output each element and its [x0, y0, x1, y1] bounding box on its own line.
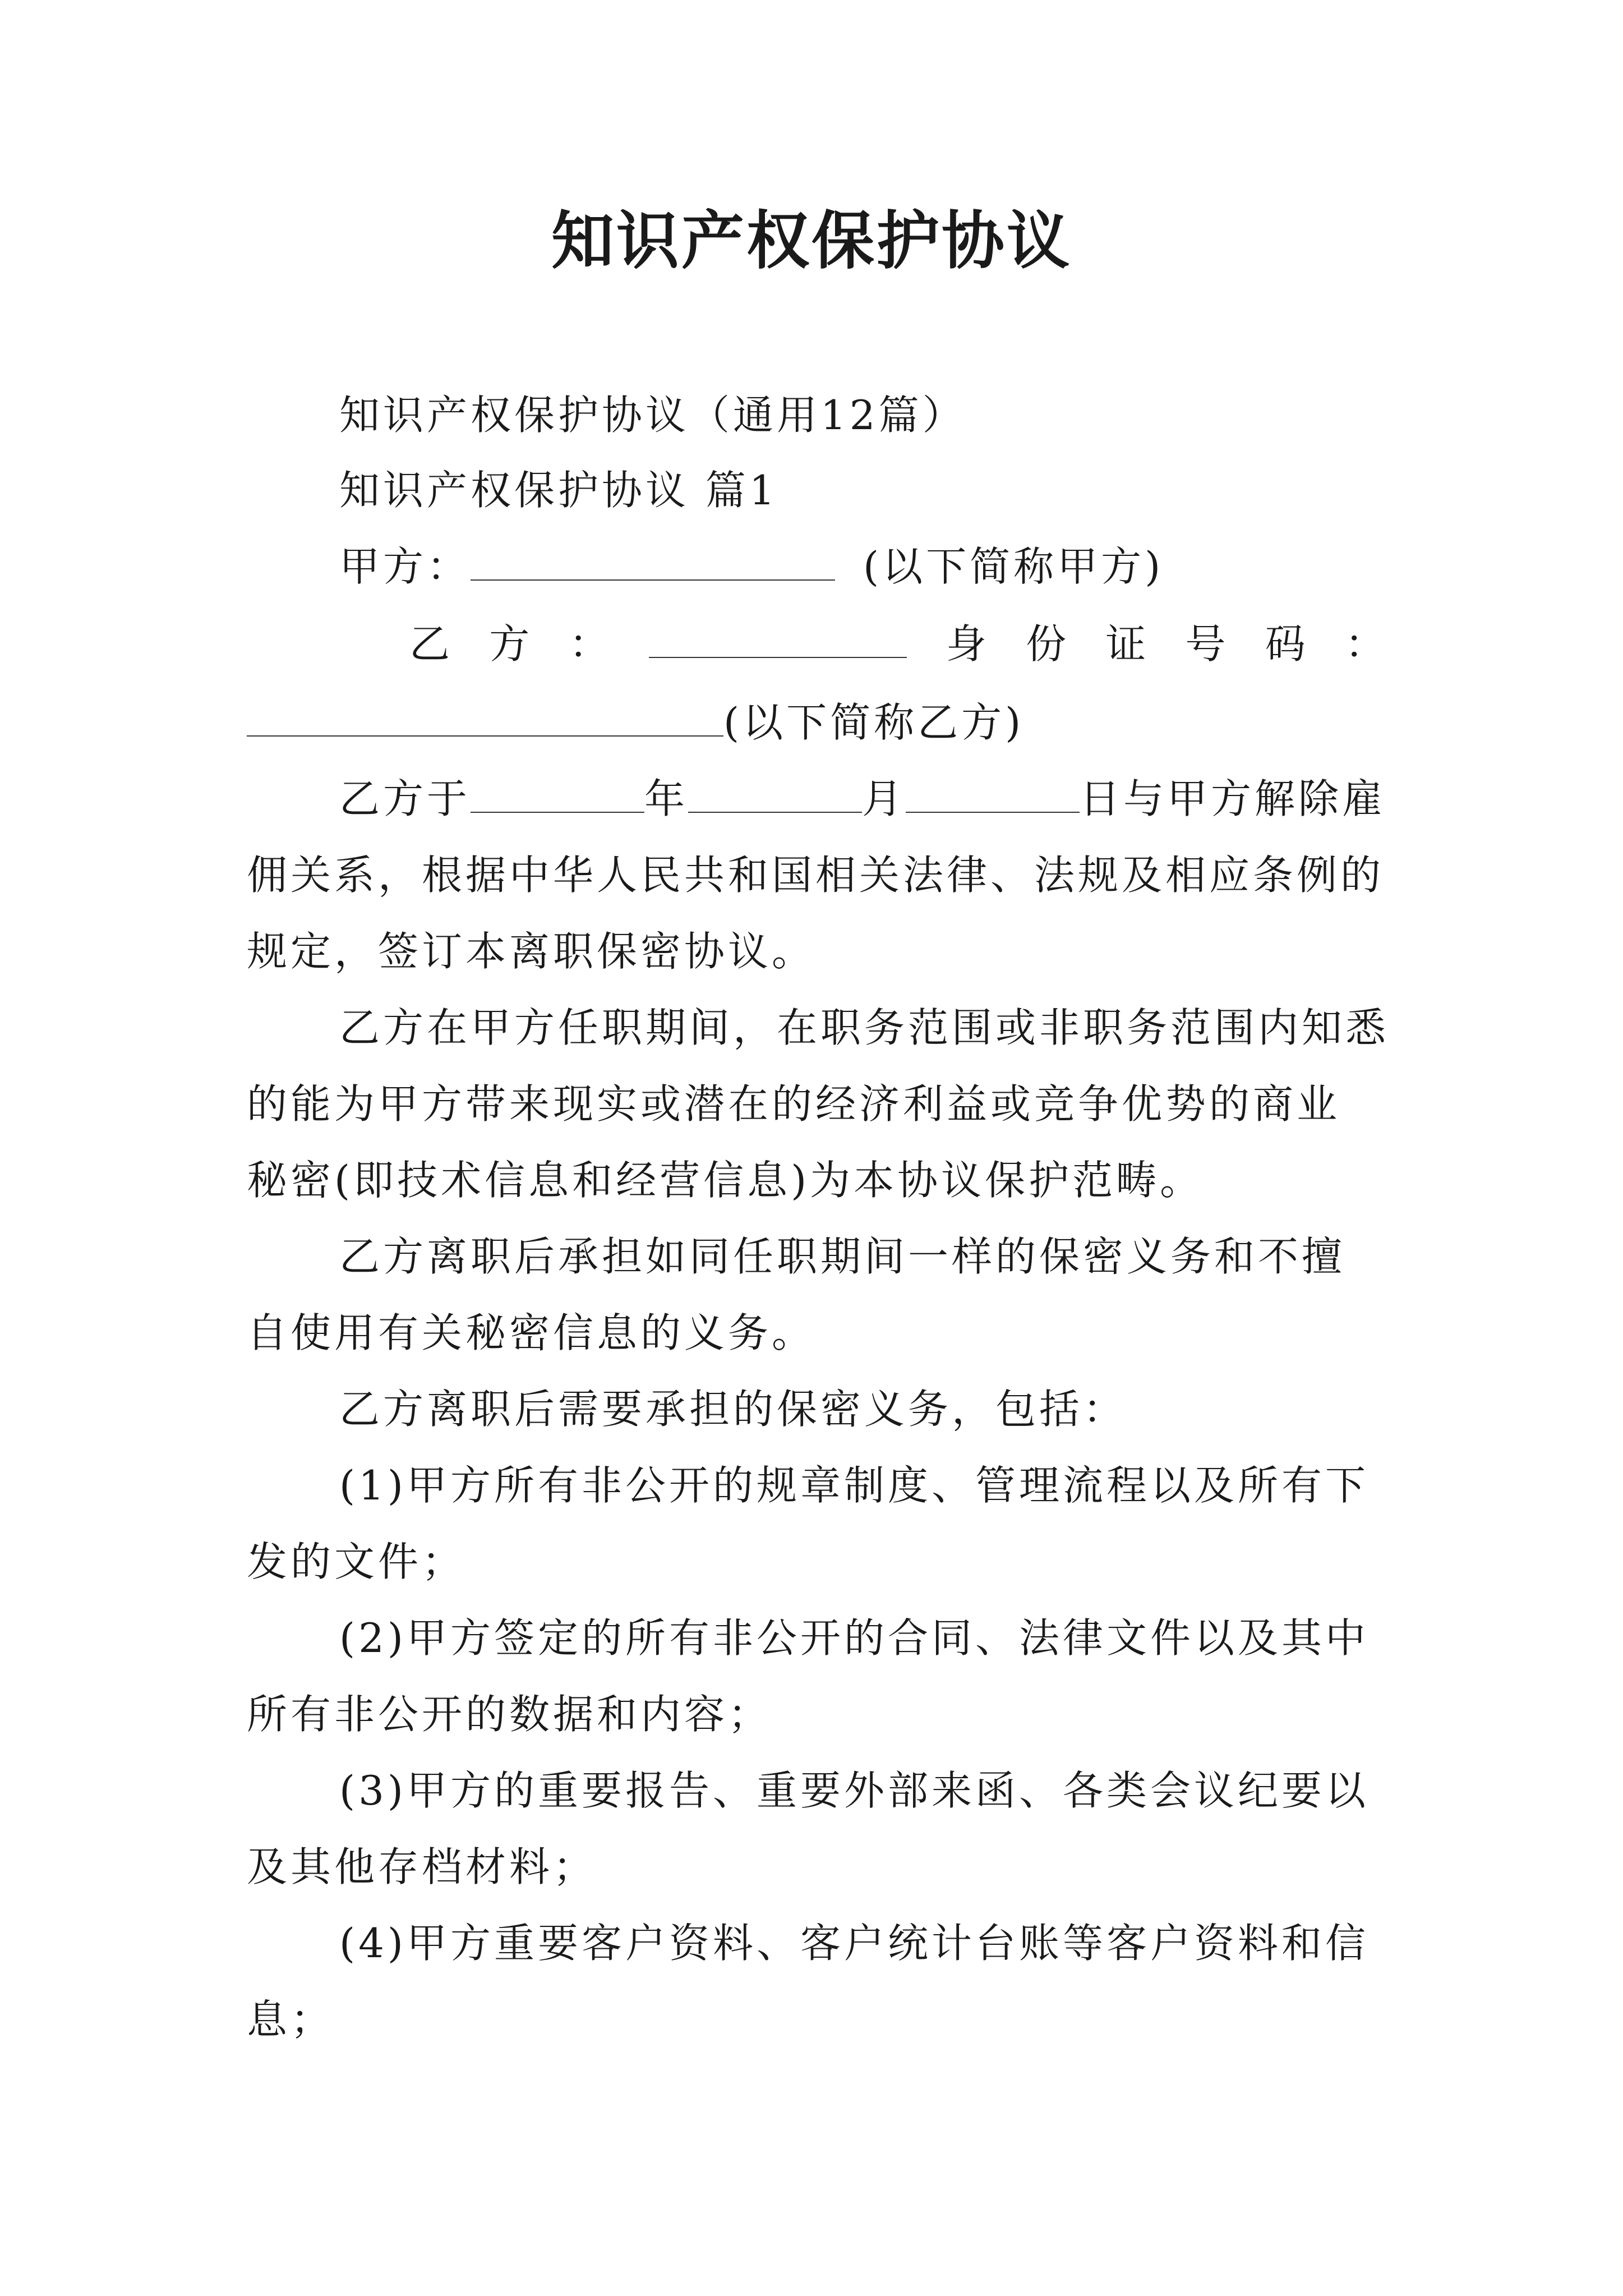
- para1-line3: 规定，签订本离职保密协议。: [247, 928, 816, 975]
- party-b-id-line: [247, 694, 1385, 751]
- doc-subtitle: 知识产权保护协议（通用12篇）: [339, 392, 966, 439]
- item1-line2: 发的文件；: [247, 1538, 466, 1585]
- party-b-label-char: ：: [569, 620, 610, 668]
- month-label: 月: [862, 775, 906, 822]
- para2-line3: 秘密(即技术信息和经营信息)为本协议保护范畴。: [247, 1157, 1204, 1204]
- id-number-blank: [247, 702, 723, 737]
- year-blank: [471, 778, 644, 813]
- page-title: 知识产权保护协议: [551, 204, 1072, 278]
- item4-line2: 息；: [247, 1996, 335, 2043]
- party-b-line: [247, 616, 1385, 672]
- para3-line1: 乙方离职后承担如同任职期间一样的保密义务和不擅: [339, 1233, 1346, 1280]
- item4-line1: (4)甲方重要客户资料、客户统计台账等客户资料和信: [339, 1920, 1369, 1967]
- para1-line2: 佣关系，根据中华人民共和国相关法律、法规及相应条例的: [247, 852, 1385, 899]
- id-label-char: 份: [1026, 620, 1067, 668]
- para1-text: 乙方于: [339, 775, 471, 822]
- para3-line2: 自使用有关秘密信息的义务。: [247, 1309, 816, 1356]
- party-b-note: (以下简称乙方): [723, 699, 1025, 746]
- item1-line1: (1)甲方所有非公开的规章制度、管理流程以及所有下: [339, 1462, 1369, 1509]
- para2-line2: 的能为甲方带来现实或潜在的经济利益或竞争优势的商业: [247, 1080, 1341, 1128]
- para1-text: 日与甲方解除雇: [1080, 775, 1386, 822]
- party-b-name-blank: [649, 623, 907, 658]
- id-label-char: 号: [1185, 620, 1226, 668]
- para4-line1: 乙方离职后需要承担的保密义务，包括：: [339, 1386, 1127, 1433]
- day-blank: [906, 778, 1080, 813]
- item3-line2: 及其他存档材料；: [247, 1843, 597, 1890]
- year-label: 年: [644, 775, 689, 822]
- item2-line1: (2)甲方签定的所有非公开的合同、法律文件以及其中: [339, 1614, 1369, 1662]
- id-label-char: 身: [946, 620, 986, 668]
- month-blank: [688, 778, 862, 813]
- party-b-label-char: 乙: [409, 620, 450, 668]
- id-label-char: 证: [1105, 620, 1146, 668]
- party-b-label-char: 方: [489, 620, 530, 668]
- chapter-heading: 知识产权保护协议 篇1: [339, 467, 778, 514]
- id-label-char: ：: [1344, 620, 1385, 668]
- item2-line2: 所有非公开的数据和内容；: [247, 1691, 772, 1738]
- id-label-char: 码: [1265, 620, 1306, 668]
- item3-line1: (3)甲方的重要报告、重要外部来函、各类会议纪要以: [339, 1767, 1369, 1814]
- party-a-line: [247, 539, 1385, 595]
- para2-line1: 乙方在甲方任职期间，在职务范围或非职务范围内知悉: [339, 1004, 1390, 1051]
- para1-line1: [247, 771, 1385, 827]
- party-a-blank: [471, 546, 835, 581]
- party-a-note: (以下简称甲方): [863, 543, 1164, 590]
- party-a-label: 甲方：: [339, 543, 471, 590]
